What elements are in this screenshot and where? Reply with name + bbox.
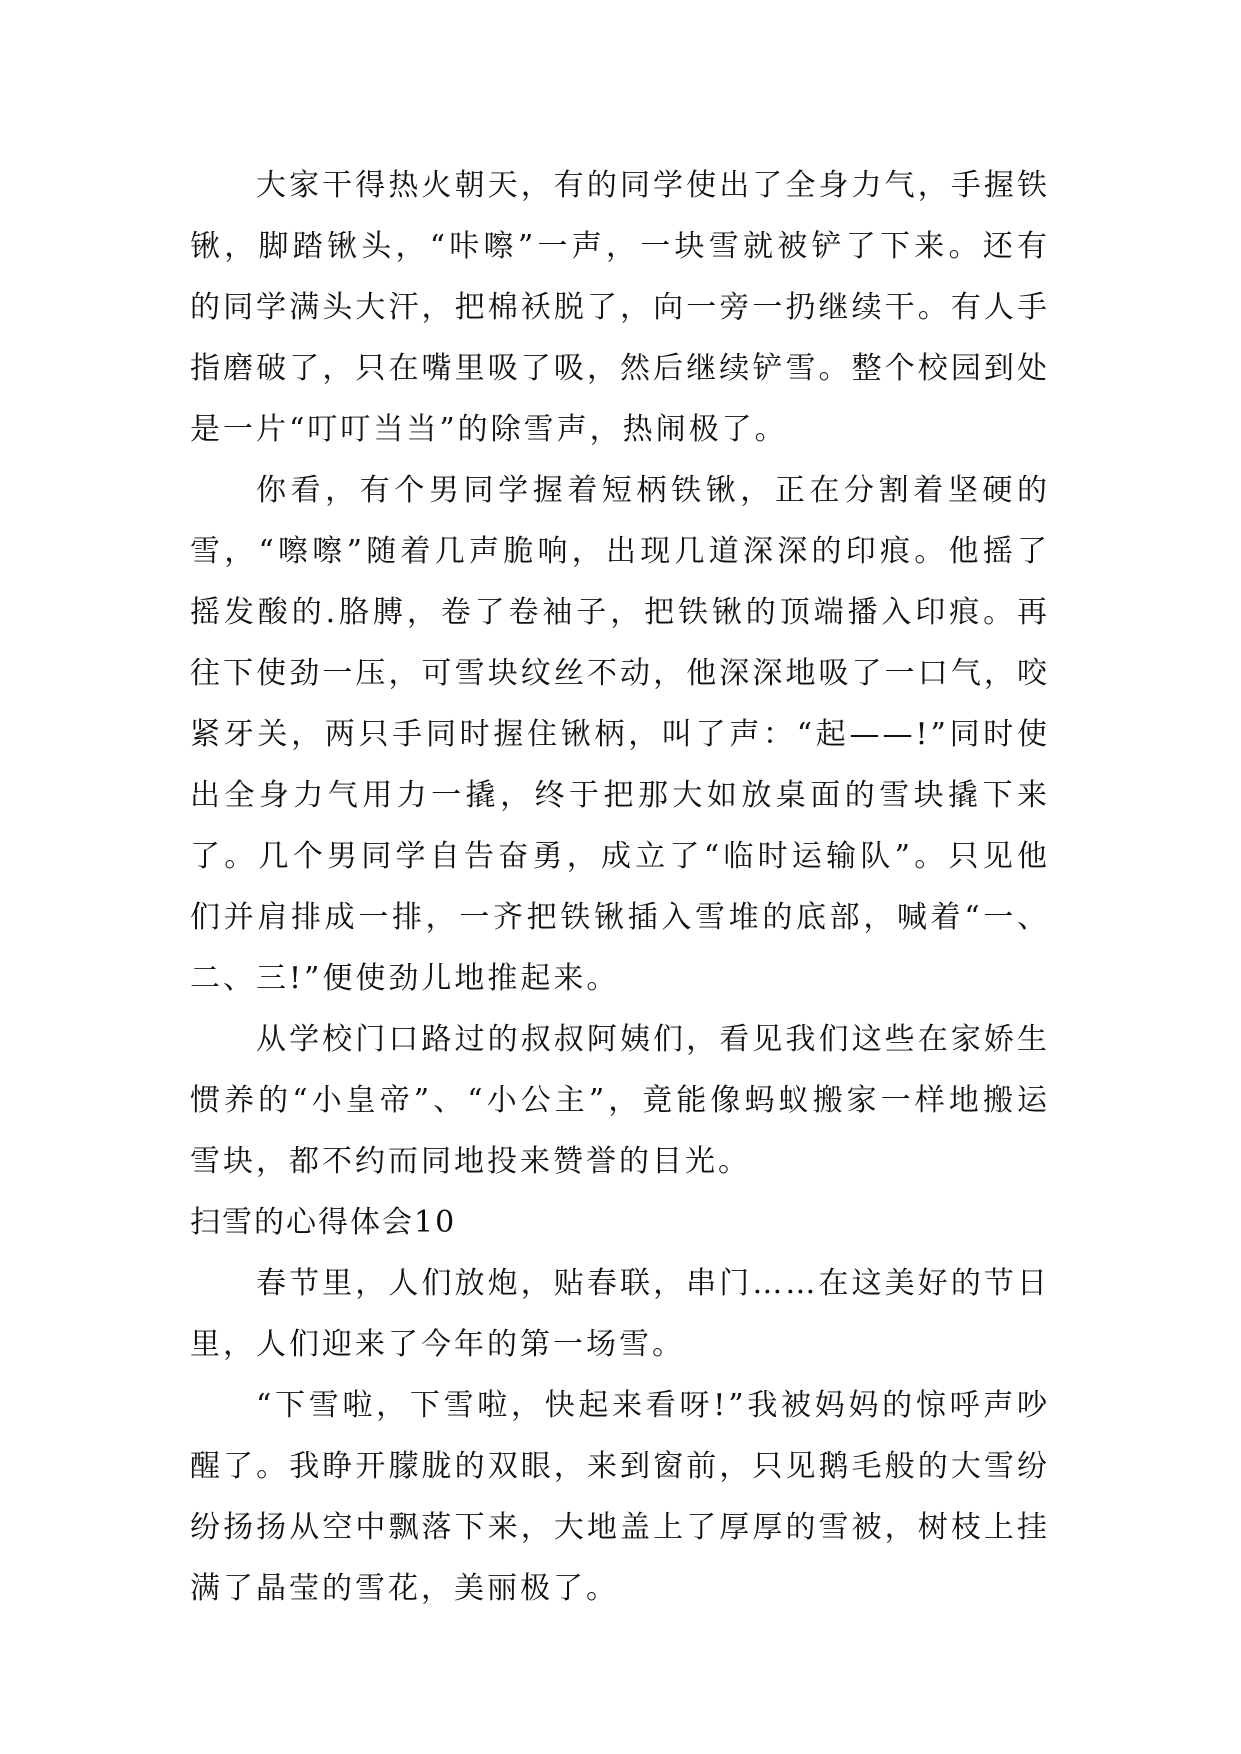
paragraph-shoveling-effort: 大家干得热火朝天，有的同学使出了全身力气，手握铁锹，脚踏锹头，“咔嚓”一声，一块雪就被铲了下来。还有的同学满头大汗，把棉袄脱了，向一旁一扔继续干。有人手指磨破了，只在嘴里吸了吸，然后继续铲雪。整个校园到处是一片“叮叮当当”的除雪声，热闹极了。: [190, 168, 1050, 447]
section-heading: 扫雪的心得体会10: [190, 1205, 457, 1240]
paragraph-spring-festival: 春节里，人们放炮，贴春联，串门……在这美好的节日里，人们迎来了今年的第一场雪。: [190, 1266, 1050, 1362]
paragraph-passersby-praise: 从学校门口路过的叔叔阿姨们，看见我们这些在家娇生惯养的“小皇帝”、“小公主”，竟能像蚂蚁搬家一样地搬运雪块，都不约而同地投来赞誉的目光。: [190, 1022, 1050, 1179]
paragraph-boy-prying-snow: 你看，有个男同学握着短柄铁锹，正在分割着坚硬的雪，“嚓嚓”随着几声脆响，出现几道深深的印痕。他摇了摇发酸的.胳膊，卷了卷袖子，把铁锹的顶端播入印痕。再往下使劲一压，可雪块纹丝不动，他深深地吸了一口气，咬紧牙关，两只手同时握住锹柄，叫了声：“起——!”同时使出全身力气用力一撬，终于把那大如放桌面的雪块撬下来了。几个男同学自告奋勇，成立了“临时运输队”。只见他们并肩排成一排，一齐把铁锹插入雪堆的底部，喊着“一、二、三!”便使劲儿地推起来。: [190, 473, 1050, 996]
paragraph-first-snow: “下雪啦，下雪啦，快起来看呀!”我被妈妈的惊呼声吵醒了。我睁开朦胧的双眼，来到窗前，只见鹅毛般的大雪纷纷扬扬从空中飘落下来，大地盖上了厚厚的雪被，树枝上挂满了晶莹的雪花，美丽极了。: [190, 1388, 1050, 1606]
document-body: [190, 155, 1050, 1619]
